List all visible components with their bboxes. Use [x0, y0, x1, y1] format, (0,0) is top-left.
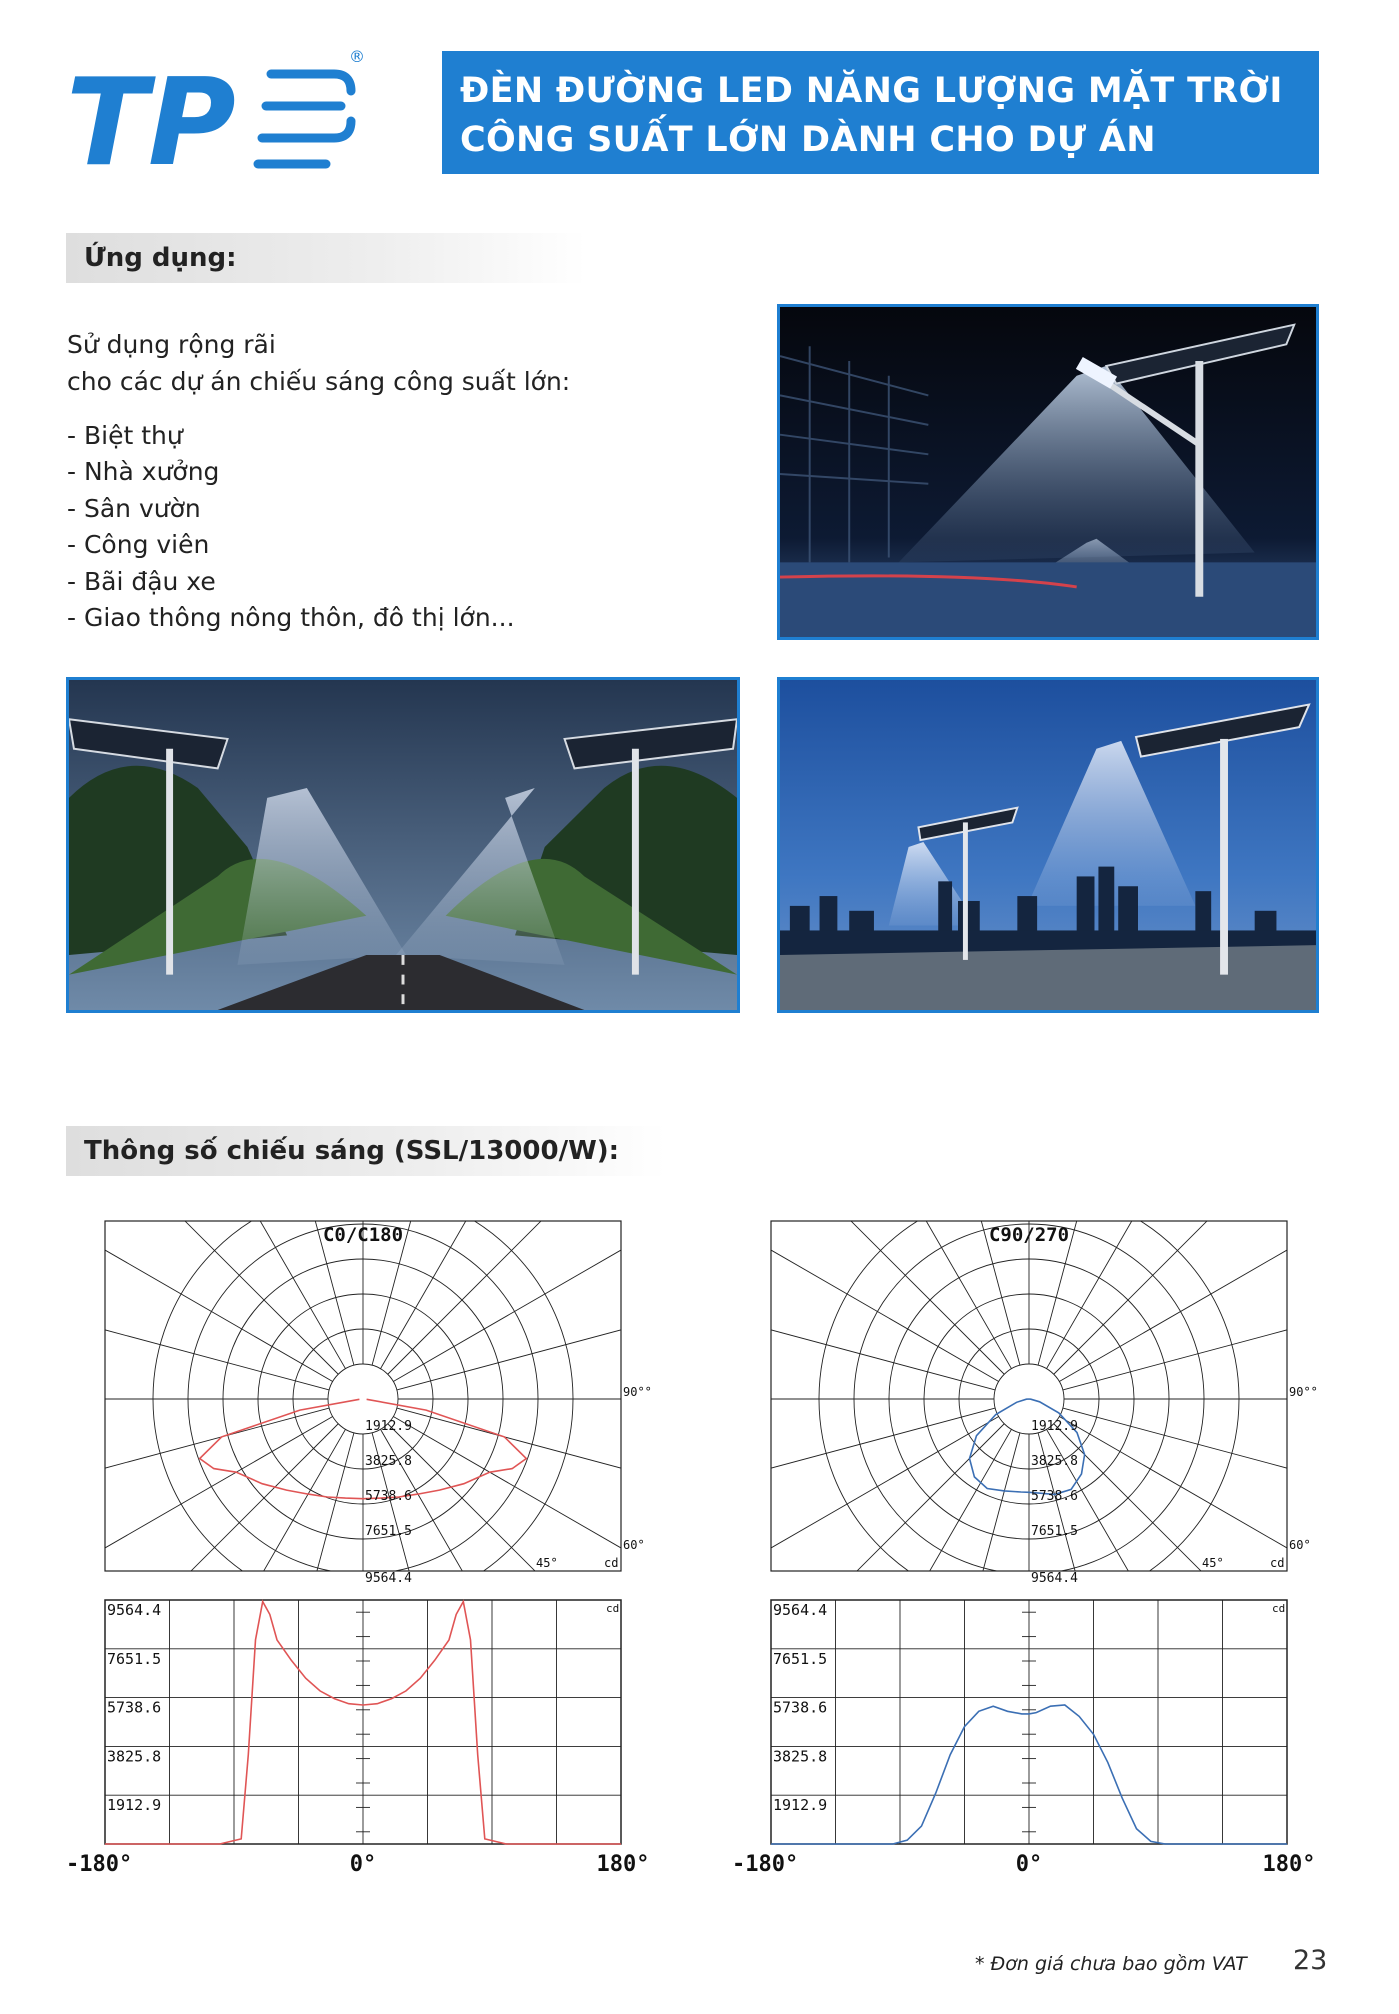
polar-spoke: [393, 1417, 680, 1750]
polar-title: C0/C180: [322, 1224, 404, 1246]
polar-spoke: [1047, 1429, 1347, 1890]
lighting-specs-heading: Thông số chiếu sáng (SSL/13000/W):: [66, 1126, 666, 1176]
polar-ring-label: 7651.5: [1031, 1524, 1078, 1539]
polar-spoke: [388, 1424, 680, 1890]
list-item: - Bãi đậu xe: [67, 566, 216, 596]
polar-grid: [726, 1210, 1346, 1890]
polar-spoke: [60, 1408, 329, 1580]
polar-angle-label: 60°: [1289, 1538, 1311, 1552]
polar-spoke: [1063, 1408, 1346, 1580]
x-tick-label: 0°: [1015, 1852, 1043, 1877]
application-text: [67, 326, 767, 636]
cartesian-unit-label: cd: [606, 1602, 620, 1615]
photometric-chart-c90-c270: [726, 1210, 1346, 1890]
y-tick-label: 7651.5: [773, 1649, 828, 1668]
polar-curve: [970, 1399, 1085, 1494]
y-tick-label: 1912.9: [107, 1796, 162, 1815]
list-item: - Sân vườn: [67, 493, 201, 523]
polar-unit-label: cd: [1270, 1556, 1285, 1570]
polar-grid: [60, 1210, 680, 1890]
polar-spoke: [1054, 1210, 1346, 1374]
polar-spoke: [1047, 1210, 1347, 1369]
polar-ring-label: 5738.6: [1031, 1489, 1078, 1504]
photo-rural-road: [66, 677, 740, 1013]
polar-spoke: [60, 1210, 333, 1382]
polar-spoke: [397, 1408, 680, 1580]
list-item: - Biệt thự: [67, 421, 183, 450]
polar-spoke: [60, 1429, 346, 1890]
polar-spoke: [60, 1417, 333, 1750]
brand-logo: [66, 46, 366, 176]
polar-spoke: [388, 1210, 680, 1374]
x-tick-label: 180°: [596, 1852, 650, 1877]
polar-ring-label: 3825.8: [1031, 1454, 1078, 1469]
footnote-vat: * Đơn giá chưa bao gồm VAT: [975, 1953, 1247, 1975]
polar-ring-label: 9564.4: [1031, 1571, 1078, 1586]
polar-spoke: [1054, 1424, 1346, 1890]
y-tick-label: 3825.8: [773, 1747, 828, 1766]
x-tick-label: 0°: [349, 1852, 377, 1877]
polar-spoke: [726, 1408, 995, 1580]
polar-angle-label: 60°: [623, 1538, 645, 1552]
chart-c0-c180: [60, 1210, 680, 1890]
chart-c90-c270: [726, 1210, 1346, 1890]
x-tick-label: 180°: [1262, 1852, 1316, 1877]
polar-spoke: [397, 1218, 680, 1390]
application-heading: Ứng dụng:: [66, 233, 586, 283]
polar-angle-label: 90°°: [1289, 1385, 1318, 1399]
polar-spoke: [60, 1210, 338, 1374]
application-intro-line2: cho các dự án chiếu sáng công suất lớn:: [67, 367, 571, 396]
polar-ring-label: 1912.9: [365, 1419, 412, 1434]
polar-unit-label: cd: [604, 1556, 619, 1570]
polar-ring-label: 9564.4: [365, 1571, 412, 1586]
polar-spoke: [381, 1210, 681, 1369]
list-item: - Công viên: [67, 530, 210, 560]
header-title-line1: ĐÈN ĐƯỜNG LED NĂNG LƯỢNG MẶT TRỜI: [460, 71, 1283, 111]
polar-spoke: [726, 1210, 1004, 1374]
polar-spoke: [726, 1429, 1012, 1890]
polar-spoke: [381, 1429, 681, 1890]
tp-logo-icon: [66, 46, 366, 176]
polar-spoke: [726, 1417, 999, 1750]
polar-angle-label: 45°: [536, 1556, 558, 1570]
header-title-box: [442, 51, 1319, 174]
cartesian-unit-label: cd: [1272, 1602, 1286, 1615]
polar-spoke: [60, 1210, 346, 1369]
polar-angle-label: 45°: [1202, 1556, 1224, 1570]
application-list: [67, 418, 767, 636]
y-tick-label: 1912.9: [773, 1796, 828, 1815]
list-item: - Giao thông nông thôn, đô thị lớn...: [67, 603, 515, 633]
polar-spoke: [60, 1218, 329, 1390]
x-tick-label: -180°: [732, 1852, 799, 1877]
y-tick-label: 9564.4: [107, 1601, 162, 1619]
polar-spoke: [726, 1210, 999, 1382]
polar-spoke: [1063, 1218, 1346, 1390]
y-tick-label: 9564.4: [773, 1601, 828, 1619]
list-item: - Nhà xưởng: [67, 457, 220, 487]
polar-spoke: [726, 1218, 995, 1390]
polar-ring-label: 3825.8: [365, 1454, 412, 1469]
y-tick-label: 5738.6: [773, 1698, 828, 1717]
polar-spoke: [1059, 1417, 1346, 1750]
page-number: 23: [1293, 1945, 1328, 1976]
y-tick-label: 5738.6: [107, 1698, 162, 1717]
y-tick-label: 3825.8: [107, 1747, 162, 1766]
logo-text: TP: [66, 54, 236, 176]
polar-ring-label: 1912.9: [1031, 1419, 1078, 1434]
polar-ring-label: 5738.6: [365, 1489, 412, 1504]
x-tick-label: -180°: [66, 1852, 133, 1877]
polar-angle-label: 90°°: [623, 1385, 652, 1399]
polar-spoke: [393, 1210, 680, 1382]
y-tick-label: 7651.5: [107, 1649, 162, 1668]
application-intro-line1: Sử dụng rộng rãi: [67, 330, 276, 359]
header-title-line2: CÔNG SUẤT LỚN DÀNH CHO DỰ ÁN: [460, 120, 1156, 160]
registered-mark: ®: [349, 47, 365, 66]
photo-city-skyline: [777, 677, 1319, 1013]
photo-night-street: [777, 304, 1319, 640]
polar-ring-label: 7651.5: [365, 1524, 412, 1539]
photometric-chart-c0-c180: [60, 1210, 680, 1890]
polar-spoke: [726, 1210, 1012, 1369]
polar-spoke: [1059, 1210, 1346, 1382]
polar-title: C90/270: [988, 1224, 1070, 1246]
